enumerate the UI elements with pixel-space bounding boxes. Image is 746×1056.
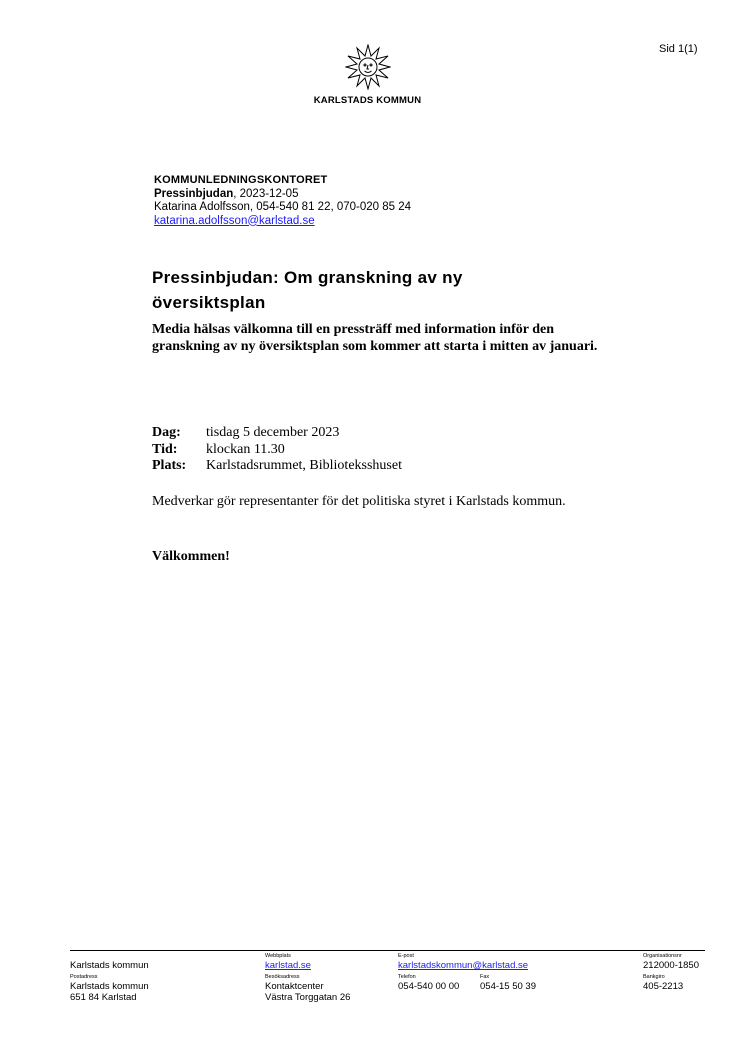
footer-website-link[interactable]: karlstad.se: [265, 960, 311, 971]
detail-row-place: [152, 458, 402, 475]
logo-text: KARLSTADS KOMMUN: [313, 95, 422, 106]
footer-orgnr: 212000-1850: [643, 960, 699, 971]
footer-org: Karlstads kommun: [70, 960, 149, 971]
detail-row-day: [152, 425, 402, 442]
footer-email-link[interactable]: karlstadskommun@karlstad.se: [398, 960, 529, 971]
footer-visit-line1: Kontaktcenter: [265, 981, 324, 992]
footer-label: Besöksadress: [265, 974, 300, 980]
logo: [300, 44, 435, 106]
doc-meta-line: [154, 188, 411, 202]
event-details: [152, 425, 402, 475]
doc-date: , 2023-12-05: [233, 187, 299, 200]
footer-col-web: [265, 953, 350, 1003]
detail-row-time: [152, 442, 402, 459]
contact-line: Katarina Adolfsson, 054-540 81 22, 070-020 85 24: [154, 201, 412, 213]
footer-col-org: [70, 953, 149, 1003]
footer-label: Organisationsnr: [643, 953, 682, 959]
footer-postadress-line1: Karlstads kommun: [70, 981, 149, 992]
footer-postadress-line2: 651 84 Karlstad: [70, 992, 137, 1003]
doc-type: Pressinbjudan: [154, 187, 234, 200]
footer-col-orgnr: [643, 953, 699, 992]
footer-col-fax: [480, 974, 536, 992]
footer-label: Bankgiro: [643, 974, 665, 980]
footer-phone: 054-540 00 00: [398, 981, 460, 992]
document-header: [154, 174, 411, 228]
detail-label: Plats:: [152, 458, 187, 473]
page-title: Pressinbjudan: Om granskning av ny översiktsplan: [152, 268, 463, 312]
footer-visit-line2: Västra Torggatan 26: [265, 992, 351, 1003]
footer-label: Telefon: [398, 974, 416, 980]
detail-value: tisdag 5 december 2023: [206, 425, 340, 440]
footer-fax: 054-15 50 39: [480, 981, 536, 992]
detail-label: Tid:: [152, 441, 178, 457]
lead-paragraph: Media hälsas välkomna till en pressträff med information inför den granskning av ny översiktsplan som kommer att starta i mitten av januari.: [152, 322, 598, 354]
footer-label: E-post: [398, 953, 414, 959]
body-paragraph: Medverkar gör representanter för det politiska styret i Karlstads kommun.: [152, 494, 566, 509]
sun-logo-icon: [345, 44, 391, 90]
contact-email-link[interactable]: katarina.adolfsson@karlstad.se: [154, 214, 315, 227]
footer-bankgiro: 405-2213: [643, 981, 684, 992]
footer-label: Fax: [480, 974, 490, 980]
footer-label: Postadress: [70, 974, 98, 980]
footer-label: Webbplats: [265, 953, 291, 959]
detail-label: Dag:: [152, 425, 181, 440]
detail-value: klockan 11.30: [206, 441, 285, 457]
footer: [70, 953, 705, 1023]
department-name: KOMMUNLEDNINGSKONTORET: [154, 174, 328, 186]
footer-divider: [70, 950, 705, 951]
page-number: Sid 1(1): [659, 43, 698, 55]
closing-text: Välkommen!: [152, 549, 230, 564]
detail-value: Karlstadsrummet, Biblioteksshuset: [206, 458, 402, 473]
